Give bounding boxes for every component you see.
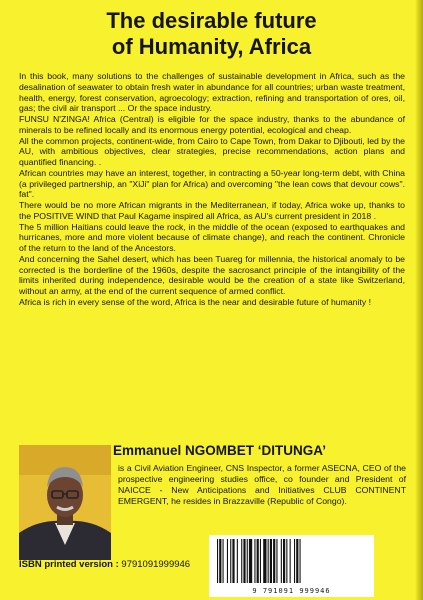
title-line-1: The desirable future [106, 8, 317, 33]
barcode-bar [247, 539, 248, 583]
blurb-paragraph: The 5 million Haitians could leave the rock, in the middle of the ocean (exposed to earthquakes and hurricanes, more and more violent because of climate change), and reach the continent. Chronicle of the return to the land of the Ancestors. [19, 221, 405, 253]
barcode-bar [254, 539, 255, 583]
barcode-bar [243, 539, 245, 583]
barcode-bar [290, 539, 291, 583]
blurb-paragraph: There would be no more African migrants in the Mediterranean, if today, Africa woke up, thanks to the POSITIVE WIND that Paul Kagame inspired all Africa, as AU's current president in 2018 . [19, 200, 405, 221]
barcode-digits: 9 791091 999946 [252, 587, 331, 595]
barcode-bar [249, 539, 252, 583]
author-name: Emmanuel NGOMBET ‘DITUNGA’ [113, 443, 327, 458]
barcode-bar [241, 539, 242, 583]
author-bio: is a Civil Aviation Engineer, CNS Inspector, a former ASECNA, CEO of the prospective engineering studies office, co founder and President of NAICCE - New Anticipations and Initiatives CLUB CONTINENT EMERGENT, he resides in Brazzaville (Republic of Congo). [118, 463, 406, 506]
blurb-paragraph: In this book, many solutions to the challenges of sustainable development in Africa, such as the desalination of seawater to obtain fresh water in abundance for all countries; urban waste treatment, health, energy, forest conservation, agroecology; extraction, refining and transportation of ores, oil, gas; the civil air transport ... Or the space industry. [19, 71, 405, 114]
blurb-paragraph: African countries may have an interest, together, in contracting a 50-year long-term debt, with China (a privileged partnership, an "XiJi" plan for Africa) and overcoming "the lean cows that devour cows". fat". [19, 167, 405, 200]
cover-edge-shadow [415, 0, 423, 600]
barcode-bar [281, 539, 282, 583]
isbn-barcode [209, 535, 374, 597]
barcode-bar [286, 539, 287, 583]
barcode-bar [217, 539, 218, 583]
barcode-bar [273, 539, 275, 583]
barcode-bar [270, 539, 272, 583]
blurb-paragraph: Africa is rich in every sense of the word, Africa is the near and desirable future of humanity ! [19, 296, 372, 307]
barcode-bar [276, 539, 277, 583]
barcode-bar [219, 539, 221, 583]
barcode-bar [230, 539, 231, 583]
barcode-bars [215, 539, 368, 583]
blurb-paragraph: All the common projects, continent-wide, from Cairo to Cape Town, from Dakar to Djibouti, led by the AU, with ambitious objectives, clear strategies, precise recommendations, action plans and quantified financing. . [19, 135, 405, 167]
blurb-paragraph: FUNSU N'ZINGA! Africa (Central) is eligible for the space industry, thanks to the abundance of minerals to be refined locally and its enormous energy potential, ecological and cheap. [19, 114, 405, 135]
barcode-bar [300, 539, 301, 583]
barcode-bar [263, 539, 266, 583]
barcode-bar [268, 539, 269, 583]
isbn-line [19, 559, 190, 571]
author-photo [19, 445, 111, 560]
barcode-bar [260, 539, 261, 583]
barcode-bar [237, 539, 238, 583]
barcode-bar [283, 539, 285, 583]
blurb-paragraph: And concerning the Sahel desert, which has been Tuareg for millennia, the historical anomaly to be corrected is the borderline of the 1960s, despite the sacrosanct principle of the intangibility of the limits inherited during independence, desirable would be the creation of a state like Switzerland, without an army, at the end of the current sequence of armed conflict. [19, 253, 405, 296]
title-line-2: of Humanity, Africa [111, 34, 312, 59]
barcode-bar [232, 539, 234, 583]
isbn-number: 9791091999946 [121, 559, 191, 570]
barcode-bar [223, 539, 224, 583]
barcode-bar [227, 539, 228, 583]
isbn-label: ISBN printed version : [19, 559, 122, 570]
barcode-bar [294, 539, 295, 583]
barcode-bar [296, 539, 298, 583]
back-cover-blurb [19, 71, 405, 308]
barcode-bar [257, 539, 259, 583]
